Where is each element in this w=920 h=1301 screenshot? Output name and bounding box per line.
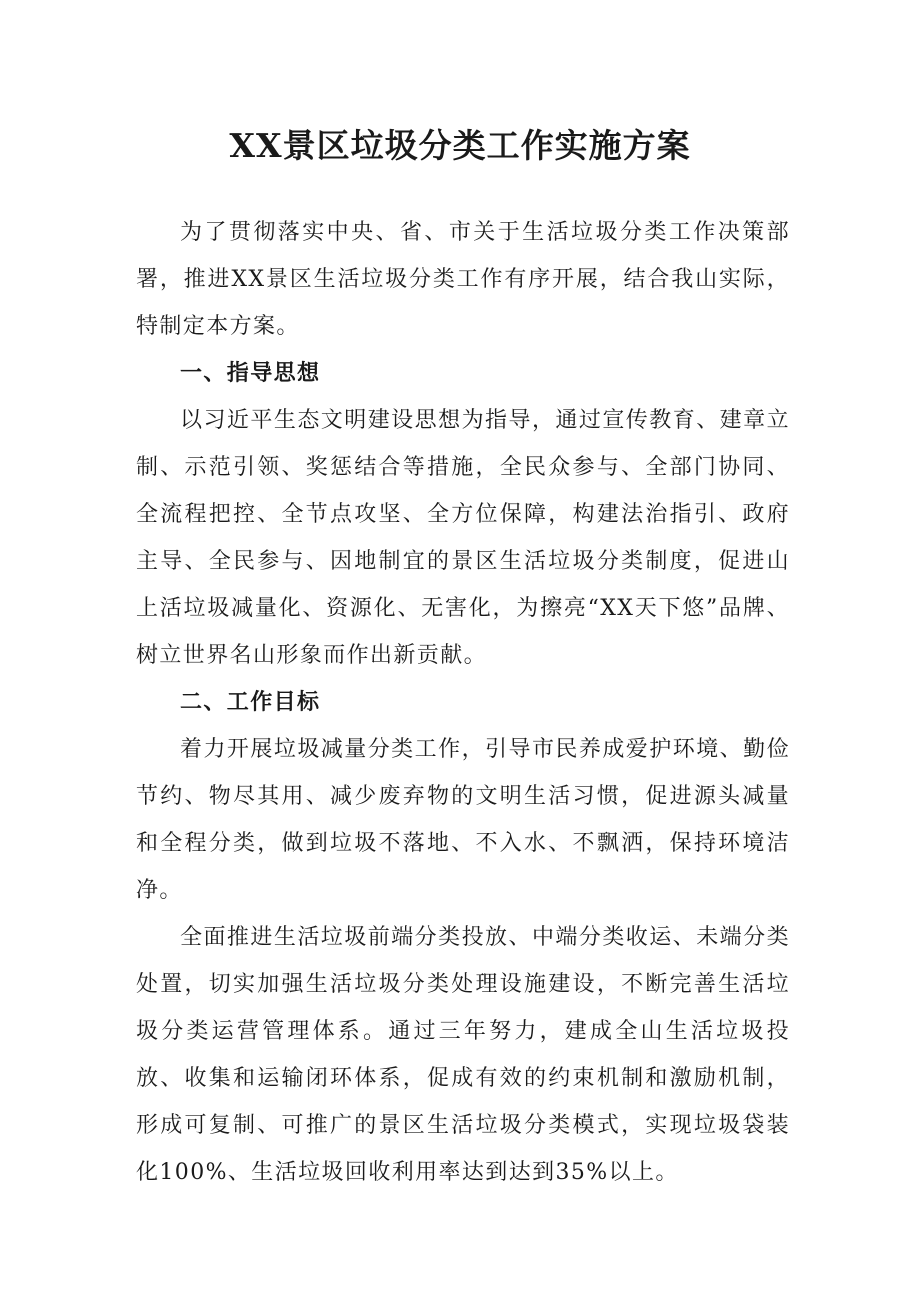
intro-paragraph: 为了贯彻落实中央、省、市关于生活垃圾分类工作决策部署，推进XX景区生活垃圾分类工作有序开展，结合我山实际，特制定本方案。 bbox=[136, 220, 790, 339]
document-title: XX景区垃圾分类工作实施方案 bbox=[229, 126, 691, 165]
document-body bbox=[136, 209, 790, 1196]
section-heading-work-goals: 二、工作目标 bbox=[180, 689, 321, 715]
work-goals-paragraph-1: 着力开展垃圾减量分类工作，引导市民养成爱护环境、勤俭节约、物尽其用、减少废弃物的文明生活习惯，促进源头减量和全程分类，做到垃圾不落地、不入水、不飘洒，保持环境洁净。 bbox=[136, 737, 790, 903]
section-heading-guiding-ideology: 一、指导思想 bbox=[180, 360, 321, 386]
guiding-ideology-paragraph: 以习近平生态文明建设思想为指导，通过宣传教育、建章立制、示范引领、奖惩结合等措施，全民众参与、全部门协同、全流程把控、全节点攻坚、全方位保障，构建法治指引、政府主导、全民参与、因地制宜的景区生活垃圾分类制度，促进山上活垃圾减量化、资源化、无害化，为擦亮“XX天下悠”品牌、树立世界名山形象而作出新贡献。 bbox=[136, 408, 790, 668]
work-goals-paragraph-2: 全面推进生活垃圾前端分类投放、中端分类收运、未端分类处置，切实加强生活垃圾分类处理设施建设，不断完善生活垃圾分类运营管理体系。通过三年努力，建成全山生活垃圾投放、收集和运输闭环体系，促成有效的约束机制和激励机制，形成可复制、可推广的景区生活垃圾分类模式，实现垃圾袋装化100%、生活垃圾回收利用率达到达到35%以上。 bbox=[136, 925, 790, 1185]
